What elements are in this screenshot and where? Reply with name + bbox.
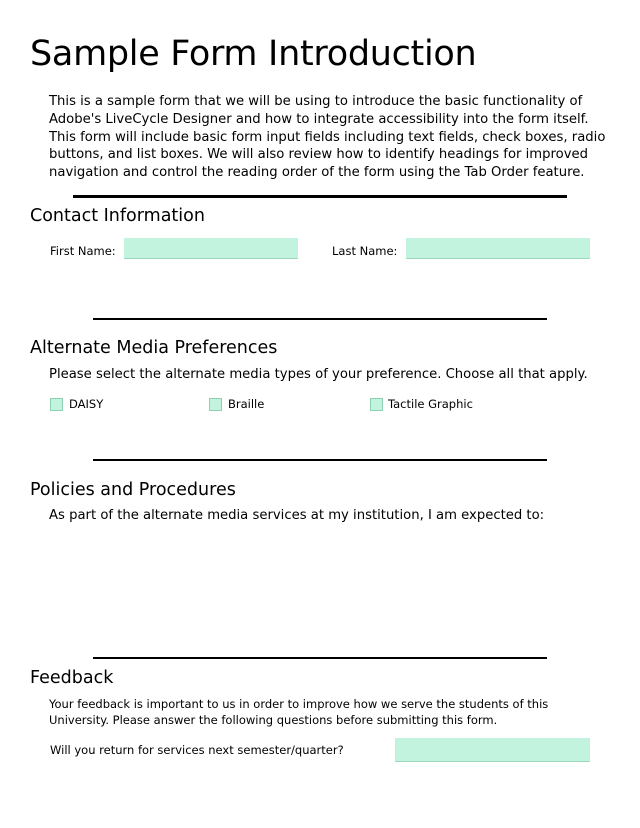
feedback-heading: Feedback <box>30 668 114 688</box>
divider <box>93 318 547 320</box>
daisy-label: DAISY <box>69 397 104 411</box>
divider <box>93 459 547 461</box>
last-name-field[interactable] <box>406 238 590 259</box>
first-name-label: First Name: <box>50 244 116 258</box>
braille-label: Braille <box>228 397 265 411</box>
divider <box>73 195 567 198</box>
first-name-field[interactable] <box>124 238 298 259</box>
daisy-checkbox[interactable] <box>50 398 63 411</box>
contact-heading: Contact Information <box>30 206 205 226</box>
tactile-graphic-checkbox[interactable] <box>370 398 383 411</box>
return-answer-field[interactable] <box>395 738 590 762</box>
media-instructions: Please select the alternate media types of your preference. Choose all that apply. <box>49 367 588 382</box>
media-heading: Alternate Media Preferences <box>30 338 278 358</box>
last-name-label: Last Name: <box>332 244 398 258</box>
policies-text: As part of the alternate media services at my institution, I am expected to: <box>49 508 545 523</box>
policies-heading: Policies and Procedures <box>30 480 236 500</box>
tactile-graphic-label: Tactile Graphic <box>388 397 473 411</box>
intro-paragraph: This is a sample form that we will be using to introduce the basic functionality of Adobe's LiveCycle Designer and how to integrate accessibility into the form itself. This form will include basic form input fields including text fields, check boxes, radio buttons, and list boxes. We will also review how to identify headings for improved navigation and control the reading order of the form using the Tab Order feature. <box>49 94 606 181</box>
return-question-label: Will you return for services next semester/quarter? <box>50 743 344 757</box>
feedback-text: Your feedback is important to us in order to improve how we serve the students of this University. Please answer the following questions before submitting this form. <box>49 697 549 727</box>
page-title: Sample Form Introduction <box>30 34 477 74</box>
braille-checkbox[interactable] <box>209 398 222 411</box>
divider <box>93 657 547 659</box>
